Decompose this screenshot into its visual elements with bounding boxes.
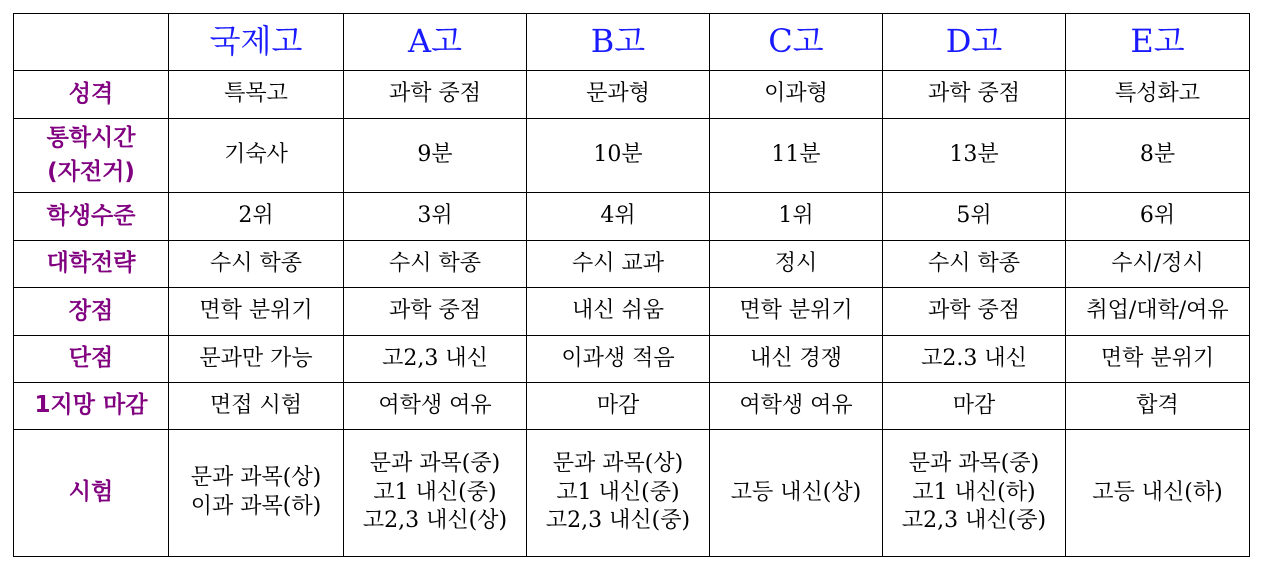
row-header: [14, 71, 169, 119]
table-cell: [883, 288, 1066, 336]
table-cell-text: 여학생 여유: [739, 392, 853, 418]
row-header: [14, 241, 169, 288]
table-cell-text: 고등 내신(상): [730, 479, 862, 505]
table-cell-text: 고2,3 내신(중): [545, 508, 691, 534]
table-cell: [883, 383, 1066, 430]
table-cell-text: 정시: [774, 250, 818, 276]
table-cell-text: 이과생 적음: [561, 345, 675, 371]
table-cell-text: 이과 과목(하): [190, 494, 322, 519]
table-cell-text: 면접 시험: [209, 392, 302, 418]
table-cell-text: 8분: [1139, 142, 1176, 168]
table-cell: [527, 193, 710, 241]
table-cell-text: 고등 내신(하): [1092, 479, 1223, 505]
row-header-text: 통학시간: [46, 125, 136, 152]
table-cell: [883, 241, 1066, 288]
table-row: [14, 119, 1250, 193]
table-cell: [1066, 71, 1250, 119]
table-cell-text: 특목고: [224, 81, 288, 107]
table-cell-text: 이과형: [764, 81, 828, 107]
table-cell: [1066, 336, 1250, 383]
row-header-text: 장점: [68, 297, 114, 324]
row-header-text: 시험: [68, 479, 114, 506]
table-cell: [344, 119, 527, 193]
table-cell: [883, 119, 1066, 193]
table-cell: [344, 383, 527, 430]
header-row: [14, 14, 1250, 71]
table-cell-text: 고2,3 내신(상): [362, 508, 508, 534]
table-cell-text: 고2.3 내신: [921, 345, 1027, 371]
table-cell: [344, 241, 527, 288]
row-header: [14, 288, 169, 336]
table-cell: [710, 241, 883, 288]
table-cell-text: 고1 내신(중): [556, 479, 680, 505]
row-header-text: 성격: [68, 80, 114, 107]
table-cell-text: 5위: [956, 203, 992, 229]
table-cell-text: 11분: [771, 142, 821, 168]
table-cell: [527, 288, 710, 336]
table-cell-text: 면학 분위기: [1100, 345, 1215, 371]
table-cell: [527, 241, 710, 288]
table-cell-text: 수시 학종: [388, 250, 481, 276]
corner-cell: [14, 14, 169, 71]
table-cell-text: 면학 분위기: [739, 298, 853, 324]
table-cell-text: 6위: [1139, 203, 1176, 229]
table-cell-text: 마감: [596, 392, 640, 418]
table-cell-text: 수시/정시: [1111, 250, 1204, 276]
table-cell: [169, 430, 344, 557]
table-row: [14, 193, 1250, 241]
table-cell-text: 과학 중점: [388, 298, 481, 324]
table-cell-text: 특성화고: [1114, 81, 1200, 107]
table-cell: [344, 430, 527, 557]
table-cell-text: 1위: [778, 203, 814, 229]
table-cell-text: 2위: [238, 203, 274, 229]
table-cell-text: 문과만 가능: [199, 345, 313, 371]
table-cell-text: 3위: [417, 203, 453, 229]
table-cell: [710, 288, 883, 336]
table-cell-text: 취업/대학/여유: [1086, 298, 1229, 324]
table-cell: [883, 193, 1066, 241]
row-header: [14, 119, 169, 193]
table-cell-text: 내신 쉬움: [571, 298, 664, 324]
table-cell-text: 고1 내신(중): [373, 479, 497, 505]
row-header-text: 1지망 마감: [34, 392, 148, 419]
table-cell: [710, 430, 883, 557]
table-cell-text: 수시 교과: [571, 250, 664, 276]
table-cell: [883, 71, 1066, 119]
row-header: [14, 336, 169, 383]
school-header: B고: [527, 14, 710, 71]
table-cell: [344, 336, 527, 383]
row-header: [14, 430, 169, 557]
table-cell-text: 9분: [417, 142, 453, 168]
table-cell: [527, 71, 710, 119]
table-cell: [344, 288, 527, 336]
table-cell: [710, 383, 883, 430]
table-row: [14, 430, 1250, 557]
table-cell: [883, 430, 1066, 557]
table-cell-text: 고2,3 내신(중): [901, 508, 1047, 534]
school-header: 국제고: [169, 14, 344, 71]
table-cell-text: 문과 과목(중): [369, 451, 501, 477]
table-cell: [169, 193, 344, 241]
table-cell: [169, 71, 344, 119]
row-header-text: 학생수준: [46, 202, 136, 229]
table-cell: [1066, 119, 1250, 193]
table-cell-text: 과학 중점: [927, 81, 1020, 107]
table-cell-text: 13분: [949, 142, 999, 168]
table-cell-text: 면학 분위기: [199, 298, 313, 324]
table-cell: [527, 430, 710, 557]
table-cell-text: 문과 과목(중): [908, 451, 1040, 477]
table-cell: [1066, 430, 1250, 557]
table-cell: [1066, 241, 1250, 288]
row-header-text: 대학전략: [46, 250, 136, 277]
table-cell: [710, 119, 883, 193]
row-header: [14, 193, 169, 241]
table-cell-text: 10분: [593, 142, 643, 168]
school-header: D고: [883, 14, 1066, 71]
table-row: [14, 383, 1250, 430]
row-header-text: (자전거): [47, 158, 135, 185]
table-cell: [1066, 288, 1250, 336]
table-cell-text: 여학생 여유: [378, 392, 492, 418]
table-cell: [344, 71, 527, 119]
table-cell-text: 고1 내신(하): [912, 479, 1036, 505]
table-cell-text: 고2,3 내신: [382, 345, 488, 371]
table-cell: [1066, 193, 1250, 241]
table-cell: [1066, 383, 1250, 430]
table-cell: [169, 119, 344, 193]
table-cell: [710, 71, 883, 119]
table-cell-text: 문과 과목(상): [190, 465, 322, 491]
table-cell: [169, 288, 344, 336]
school-header: A고: [344, 14, 527, 71]
table-cell: [527, 336, 710, 383]
table-cell: [169, 241, 344, 288]
table-cell-text: 기숙사: [224, 142, 288, 168]
table-cell: [710, 193, 883, 241]
table-cell-text: 수시 학종: [927, 250, 1020, 276]
table-row: [14, 71, 1250, 119]
table-cell-text: 문과 과목(상): [552, 451, 684, 477]
table-cell: [527, 119, 710, 193]
school-comparison-table: [13, 13, 1250, 557]
comparison-table-wrapper: [13, 13, 1250, 557]
table-cell-text: 문과형: [586, 81, 650, 107]
row-header-text: 단점: [68, 345, 114, 372]
table-cell: [344, 193, 527, 241]
table-cell: [883, 336, 1066, 383]
table-cell-text: 수시 학종: [209, 250, 302, 276]
table-cell-text: 과학 중점: [388, 81, 481, 107]
table-row: [14, 288, 1250, 336]
table-cell: [527, 383, 710, 430]
table-cell-text: 4위: [600, 203, 636, 229]
table-row: [14, 241, 1250, 288]
school-header: C고: [710, 14, 883, 71]
table-row: [14, 336, 1250, 383]
table-cell: [169, 336, 344, 383]
table-cell-text: 마감: [952, 392, 996, 418]
table-cell: [169, 383, 344, 430]
school-header: E고: [1066, 14, 1250, 71]
table-cell-text: 과학 중점: [927, 298, 1020, 324]
table-cell-text: 내신 경쟁: [749, 345, 842, 371]
table-cell-text: 합격: [1136, 392, 1179, 418]
table-cell: [710, 336, 883, 383]
row-header: [14, 383, 169, 430]
